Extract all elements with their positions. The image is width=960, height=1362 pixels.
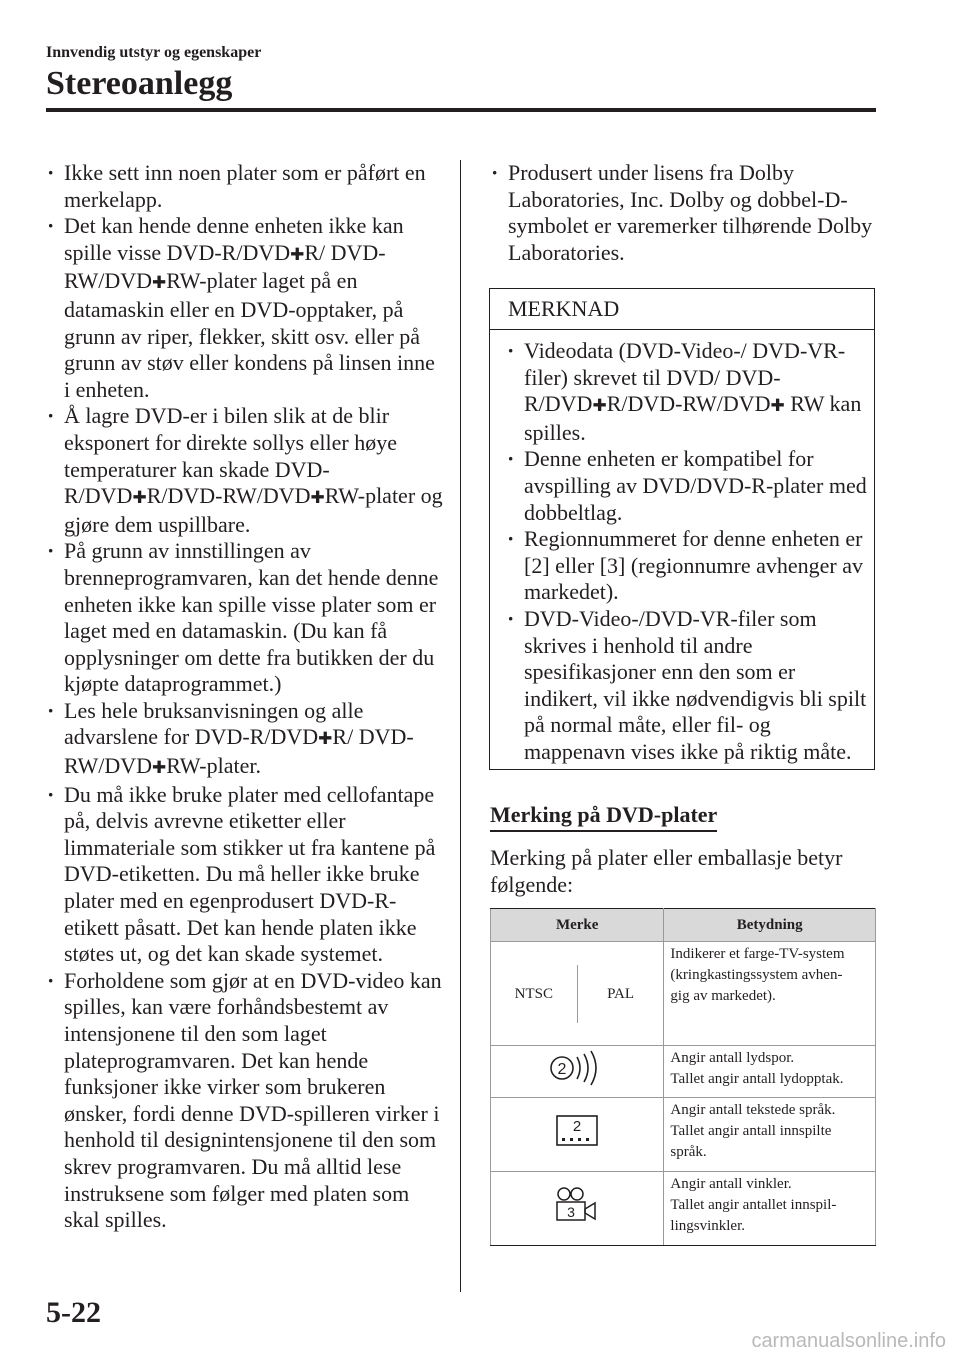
mark-cell — [491, 1098, 664, 1172]
column-header-mark: Merke — [491, 909, 664, 942]
license-list — [490, 160, 880, 266]
section-intro: Merking på plater eller emballasje betyr følgende: — [490, 845, 843, 897]
page-number: 5-22 — [46, 1296, 101, 1329]
watermark: carmanualsonline.info — [751, 1330, 946, 1352]
list-item: · Å lagre DVD-er i bilen slik at de blir eksponert for direkte sollys eller høye temperaturer kan skade DVD-R/DVD ✚ R/DVD-RW/DVD ✚ RW-plater og gjøre dem uspillbare. — [46, 403, 446, 538]
plus-icon — [770, 391, 784, 416]
plus-icon — [592, 391, 606, 416]
right-column — [490, 160, 880, 266]
header-rule — [46, 108, 876, 112]
column-divider — [460, 160, 461, 1292]
plus-icon — [290, 240, 304, 265]
description-cell: Angir antall vinkler. Tallet angir antallet innspil- lingsvinkler. — [664, 1172, 876, 1246]
list-item: · Videodata (DVD-Video-/ DVD-VR-filer) skrevet til DVD/ DVD-R/DVD ✚ R/DVD-RW/DVD ✚ RW kan spilles. — [506, 338, 868, 446]
list-item: · Les hele bruksanvisningen og alle advarslene for DVD-R/DVD ✚ R/ DVD-RW/DVD ✚ RW-plater. — [46, 698, 446, 782]
table-row — [491, 942, 876, 1046]
table-row — [491, 1046, 876, 1098]
mark-cell — [491, 1046, 664, 1098]
subtitle-count: 2 — [573, 1118, 582, 1135]
list-item: · Du må ikke bruke plater med cellofantape på, delvis avrevne etiketter eller limmateriale som stikker ut fra kantene på DVD-etiketten. Du må heller ikke bruke plater med en egenprodusert DVD-R-etikett påsatt. Det kan hende platen ikke støtes ut, og det kan skade systemet. — [46, 782, 446, 968]
mark-cell — [491, 1172, 664, 1246]
description-cell: Angir antall tekstede språk. Tallet angir antall innspilte språk. — [664, 1098, 876, 1172]
table-row — [491, 1172, 876, 1246]
caution-list — [46, 160, 446, 1234]
subtitle-languages-icon — [553, 1114, 601, 1148]
left-column — [46, 160, 446, 1234]
mark-cell — [491, 942, 664, 1046]
note-list — [490, 338, 874, 766]
section-subtitle: Innvendig utstyr og egenskaper — [46, 44, 262, 61]
audio-tracks-icon — [547, 1048, 607, 1088]
plus-icon — [152, 268, 166, 293]
camera-angles-icon — [552, 1185, 602, 1225]
angle-count: 3 — [567, 1204, 576, 1220]
marks-table — [490, 908, 876, 1246]
plus-icon — [310, 483, 324, 508]
description-cell: Indikerer et farge-TV-system (kringkastingssystem avhen- gig av markedet). — [664, 942, 876, 1046]
list-item: · Produsert under lisens fra Dolby Laboratories, Inc. Dolby og dobbel-D-symbolet er varemerker tilhørende Dolby Laboratories. — [490, 160, 880, 266]
list-item: · Ikke sett inn noen plater som er påført en merkelapp. — [46, 160, 446, 213]
description-cell: Angir antall lydspor. Tallet angir antall lydopptak. — [664, 1046, 876, 1098]
table-row — [491, 1098, 876, 1172]
list-item: · DVD-Video-/DVD-VR-filer som skrives i henhold til andre spesifikasjoner enn den som er indikert, vil ikke nødvendigvis bli spilt på normal måte, eller fil- og mappenavn vises ikke på riktig måte. — [506, 606, 868, 766]
plus-icon — [318, 724, 332, 749]
audio-track-count: 2 — [557, 1061, 567, 1078]
page-title: Stereoanlegg — [46, 65, 233, 102]
list-item: · Forholdene som gjør at en DVD-video kan spilles, kan være forhåndsbestemt av intensjonene til den som laget plateprogramvaren. Det kan hende funksjoner ikke virker som brukeren ønsker, fordi denne DVD-spilleren virker i henhold til designintensjonene til den som skrev programvaren. Du må alltid lese instruksene som følger med platen som skal spilles. — [46, 968, 446, 1234]
plus-icon — [132, 483, 146, 508]
pal-mark: PAL — [577, 965, 664, 1023]
table-header-row — [491, 909, 876, 942]
column-header-meaning: Betydning — [664, 909, 876, 942]
note-heading: MERKNAD — [490, 289, 874, 330]
plus-icon — [152, 753, 166, 778]
ntsc-mark: NTSC — [514, 985, 554, 1002]
list-item: · Regionnummeret for denne enheten er [2] eller [3] (regionnumre avhenger av markedet). — [506, 526, 868, 606]
list-item: · På grunn av innstillingen av brenneprogramvaren, kan det hende denne enheten ikke kan spille visse plater som er laget med en datamaskin. (Du kan få opplysninger om dette fra butikken der du kjøpte dataprogrammet.) — [46, 538, 446, 698]
list-item: · Det kan hende denne enheten ikke kan spille visse DVD-R/DVD ✚ R/ DVD-RW/DVD ✚ RW-plater laget på en datamaskin eller en DVD-opptaker, på grunn av riper, flekker, skitt osv. eller på grunn av støv eller kondens på linsen inne i enheten. — [46, 213, 446, 403]
section-heading: Merking på DVD-plater — [490, 802, 717, 832]
list-item: · Denne enheten er kompatibel for avspilling av DVD/DVD-R-plater med dobbeltlag. — [506, 446, 868, 526]
note-box — [489, 288, 875, 770]
